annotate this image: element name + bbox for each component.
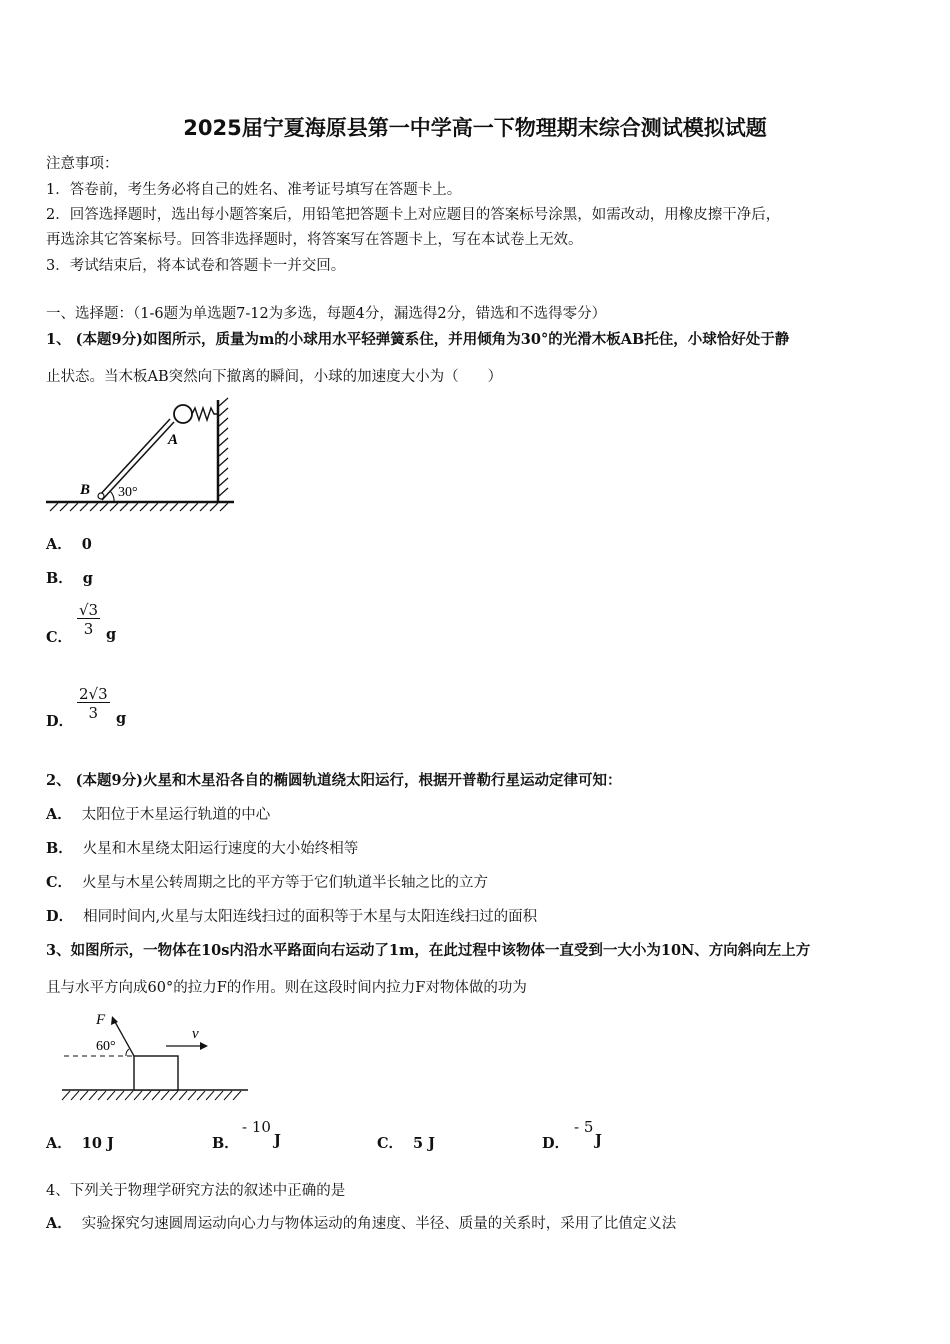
ball bbox=[174, 405, 192, 423]
velocity-arrowhead bbox=[200, 1042, 208, 1050]
option-text: 5 J bbox=[413, 1135, 436, 1152]
angle-arc bbox=[126, 1049, 129, 1056]
option-label: B． bbox=[212, 1135, 239, 1152]
q2-option-d[interactable] bbox=[46, 905, 537, 926]
option-text: 火星和木星绕太阳运行速度的大小始终相等 bbox=[82, 841, 359, 857]
option-text: 火星与木星公转周期之比的平方等于它们轨道半长轴之比的立方 bbox=[82, 875, 489, 891]
fraction-denominator: 3 bbox=[88, 704, 99, 722]
option-label: C． bbox=[46, 629, 73, 646]
q1-figure-incline-spring bbox=[44, 392, 244, 514]
option-text: 太阳位于木星运行轨道的中心 bbox=[81, 807, 271, 823]
q2-option-b[interactable] bbox=[46, 837, 358, 858]
option-label: A． bbox=[46, 1215, 72, 1232]
q3-option-b-unit: J bbox=[274, 1132, 281, 1149]
fraction-numerator: √3 bbox=[79, 601, 99, 619]
section-heading: 一、选择题：（1-6题为单选题7-12为多选，每题4分，漏选得2分，错选和不选得零分） bbox=[46, 306, 607, 322]
notice-item: 1．答卷前，考生务必将自己的姓名、准考证号填写在答题卡上。 bbox=[46, 182, 462, 198]
wall-hatch bbox=[219, 398, 228, 496]
velocity-label: v bbox=[192, 1026, 199, 1042]
fraction-denominator: 3 bbox=[83, 620, 94, 638]
q2-option-c[interactable] bbox=[46, 871, 488, 892]
option-label: A． bbox=[46, 806, 72, 823]
option-label: A． bbox=[46, 536, 72, 553]
q3-option-c[interactable] bbox=[377, 1132, 435, 1153]
option-label: D． bbox=[46, 713, 74, 730]
option-text: 实验探究匀速圆周运动向心力与物体运动的角速度、半径、质量的关系时，采用了比值定义法 bbox=[81, 1216, 677, 1232]
option-text: 相同时间内,火星与太阳连线扫过的面积等于木星与太阳连线扫过的面积 bbox=[83, 909, 538, 925]
ground-hatch bbox=[62, 1091, 241, 1100]
q1-option-c-unit: g bbox=[106, 626, 117, 643]
q3-figure-block-force bbox=[56, 1004, 256, 1106]
q1-option-d-unit: g bbox=[116, 710, 127, 727]
force-arrow bbox=[114, 1020, 134, 1056]
option-text: g bbox=[82, 570, 93, 587]
option-label: A． bbox=[46, 1135, 72, 1152]
option-label: C． bbox=[377, 1135, 404, 1152]
angle-label: 60° bbox=[96, 1039, 116, 1054]
option-label: B． bbox=[46, 570, 73, 587]
angle-arc bbox=[110, 491, 114, 502]
angle-label: 30° bbox=[118, 485, 138, 500]
ground-hatch bbox=[50, 503, 228, 511]
notice-heading: 注意事项： bbox=[46, 156, 119, 172]
q3-option-d-value: - 5 bbox=[574, 1118, 594, 1136]
force-label: F bbox=[96, 1012, 106, 1028]
force-arrowhead bbox=[111, 1016, 118, 1025]
hinge bbox=[98, 493, 104, 499]
q3-stem-line1: 3、如图所示，一物体在10s内沿水平路面向右运动了1m，在此过程中该物体一直受到一大小为10N、方向斜向左上方 bbox=[46, 942, 811, 959]
page-title: 2025届宁夏海原县第一中学高一下物理期末综合测试模拟试题 bbox=[183, 116, 767, 140]
option-label: D． bbox=[46, 908, 74, 925]
spring bbox=[192, 408, 218, 420]
notice-item: 3．考试结束后，将本试卷和答题卡一并交回。 bbox=[46, 258, 346, 274]
option-text: 0 bbox=[81, 536, 92, 553]
fraction-numerator: 2√3 bbox=[79, 685, 108, 703]
q4-stem: 4、下列关于物理学研究方法的叙述中正确的是 bbox=[46, 1183, 346, 1199]
option-label: B． bbox=[46, 840, 73, 857]
option-label: D． bbox=[542, 1135, 570, 1152]
board-edge bbox=[102, 422, 174, 500]
q1-stem-line2: 止状态。当木板AB突然向下撤离的瞬间，小球的加速度大小为（ ） bbox=[46, 369, 503, 385]
q1-option-b[interactable] bbox=[46, 567, 93, 588]
q3-option-a[interactable] bbox=[46, 1132, 114, 1153]
option-label: C． bbox=[46, 874, 73, 891]
q3-option-d-unit: J bbox=[595, 1132, 602, 1149]
q1-option-a[interactable] bbox=[46, 533, 92, 554]
q1-option-d-fraction bbox=[77, 687, 110, 721]
label-a: A bbox=[168, 432, 179, 448]
notice-item: 2．回答选择题时，选出每小题答案后，用铅笔把答题卡上对应题目的答案标号涂黑，如需改动，用橡皮擦干净后， bbox=[46, 207, 781, 223]
option-text: 10 J bbox=[81, 1135, 114, 1152]
block bbox=[134, 1056, 178, 1090]
q4-option-a[interactable] bbox=[46, 1212, 676, 1233]
q3-option-b-value: - 10 bbox=[242, 1118, 271, 1136]
q2-option-a[interactable] bbox=[46, 803, 270, 824]
q3-stem-line2: 且与水平方向成60°的拉力F的作用。则在这段时间内拉力F对物体做的功为 bbox=[46, 980, 527, 996]
notice-item: 再选涂其它答案标号。回答非选择题时，将答案写在答题卡上，写在本试卷上无效。 bbox=[46, 232, 583, 248]
q2-stem: 2、 (本题9分)火星和木星沿各自的椭圆轨道绕太阳运行，根据开普勒行星运动定律可知： bbox=[46, 772, 622, 789]
q1-stem-line1: 1、 (本题9分)如图所示，质量为m的小球用水平轻弹簧系住，并用倾角为30°的光滑木板AB托住，小球恰好处于静 bbox=[46, 331, 790, 348]
q1-option-c-fraction bbox=[77, 603, 100, 637]
label-b: B bbox=[80, 482, 91, 498]
